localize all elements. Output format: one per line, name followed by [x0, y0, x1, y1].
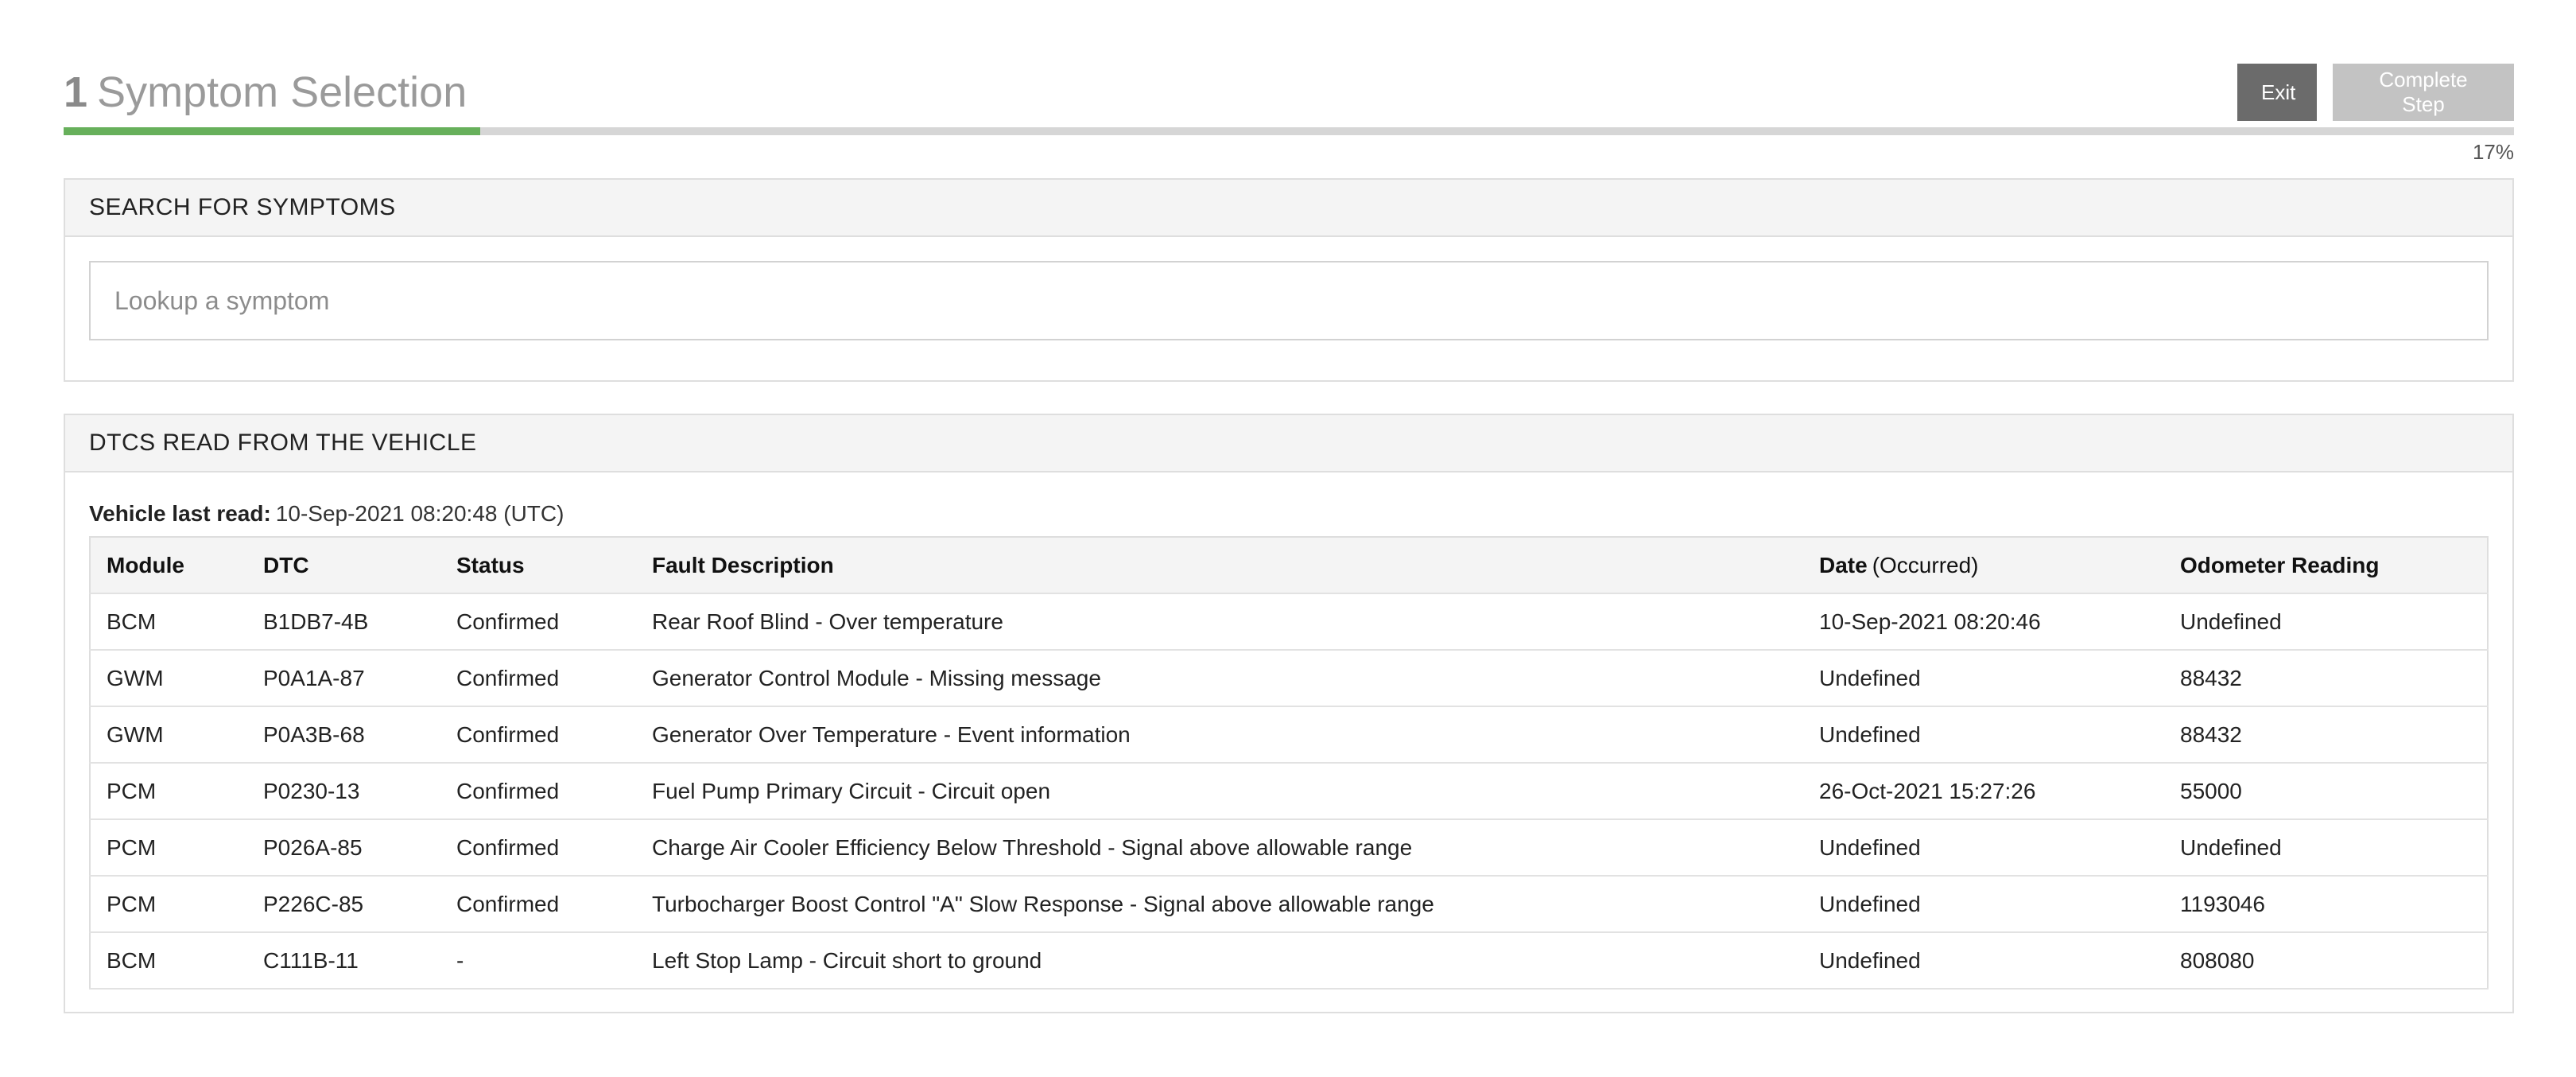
dtc-panel-body	[65, 472, 2512, 990]
cell-fault: Generator Over Temperature - Event information	[636, 706, 1803, 763]
step-number: 1	[64, 68, 88, 116]
step-header	[64, 60, 2514, 124]
page-title	[64, 60, 467, 124]
cell-status: Confirmed	[440, 593, 636, 650]
progress-fill	[64, 127, 480, 135]
progress-bar	[64, 127, 2514, 135]
cell-status: -	[440, 932, 636, 989]
cell-date: Undefined	[1803, 650, 2164, 706]
cell-fault: Generator Control Module - Missing message	[636, 650, 1803, 706]
column-header-date	[1803, 537, 2164, 593]
table-row	[90, 819, 2488, 876]
cell-fault: Rear Roof Blind - Over temperature	[636, 593, 1803, 650]
vehicle-last-read	[89, 496, 2489, 531]
column-header-module: Module	[90, 537, 247, 593]
cell-status: Confirmed	[440, 876, 636, 932]
column-header-status: Status	[440, 537, 636, 593]
cell-module: GWM	[90, 650, 247, 706]
cell-dtc: P0A1A-87	[247, 650, 440, 706]
cell-status: Confirmed	[440, 650, 636, 706]
exit-button[interactable]: Exit	[2237, 64, 2317, 121]
cell-fault: Fuel Pump Primary Circuit - Circuit open	[636, 763, 1803, 819]
column-header-fault-description: Fault Description	[636, 537, 1803, 593]
cell-dtc: P0230-13	[247, 763, 440, 819]
cell-status: Confirmed	[440, 819, 636, 876]
step-title-text: Symptom Selection	[97, 68, 467, 116]
cell-odometer: Undefined	[2164, 593, 2488, 650]
cell-date: 26-Oct-2021 15:27:26	[1803, 763, 2164, 819]
progress-percent: 17%	[2472, 140, 2514, 164]
cell-fault: Charge Air Cooler Efficiency Below Threshold - Signal above allowable range	[636, 819, 1803, 876]
column-header-dtc: DTC	[247, 537, 440, 593]
column-header-odometer: Odometer Reading	[2164, 537, 2488, 593]
cell-module: PCM	[90, 819, 247, 876]
cell-dtc: B1DB7-4B	[247, 593, 440, 650]
last-read-label: Vehicle last read:	[89, 501, 271, 526]
table-header-row	[90, 537, 2488, 593]
header-actions	[2237, 64, 2514, 121]
cell-status: Confirmed	[440, 763, 636, 819]
cell-status: Confirmed	[440, 706, 636, 763]
search-panel-body	[65, 237, 2512, 364]
cell-fault: Left Stop Lamp - Circuit short to ground	[636, 932, 1803, 989]
symptom-search-input[interactable]	[89, 261, 2489, 340]
cell-odometer: 88432	[2164, 706, 2488, 763]
cell-dtc: P0A3B-68	[247, 706, 440, 763]
column-header-date-sub: (Occurred)	[1872, 552, 1979, 577]
cell-module: PCM	[90, 763, 247, 819]
dtc-panel-heading: DTCS READ FROM THE VEHICLE	[65, 415, 2512, 472]
cell-odometer: 55000	[2164, 763, 2488, 819]
cell-date: Undefined	[1803, 706, 2164, 763]
cell-odometer: 1193046	[2164, 876, 2488, 932]
cell-dtc: C111B-11	[247, 932, 440, 989]
cell-module: GWM	[90, 706, 247, 763]
cell-odometer: 808080	[2164, 932, 2488, 989]
table-row	[90, 932, 2488, 989]
dtc-panel	[64, 414, 2514, 1013]
dtc-table	[89, 536, 2489, 990]
cell-date: 10-Sep-2021 08:20:46	[1803, 593, 2164, 650]
dtc-table-body	[90, 593, 2488, 989]
symptom-search-panel	[64, 178, 2514, 382]
cell-date: Undefined	[1803, 932, 2164, 989]
cell-module: BCM	[90, 932, 247, 989]
cell-module: BCM	[90, 593, 247, 650]
cell-dtc: P226C-85	[247, 876, 440, 932]
search-panel-heading: SEARCH FOR SYMPTOMS	[65, 180, 2512, 237]
cell-date: Undefined	[1803, 876, 2164, 932]
table-row	[90, 650, 2488, 706]
cell-module: PCM	[90, 876, 247, 932]
table-row	[90, 593, 2488, 650]
cell-fault: Turbocharger Boost Control "A" Slow Response - Signal above allowable range	[636, 876, 1803, 932]
last-read-value: 10-Sep-2021 08:20:48 (UTC)	[275, 501, 564, 526]
table-row	[90, 763, 2488, 819]
dtc-table-header	[90, 537, 2488, 593]
table-row	[90, 706, 2488, 763]
table-row	[90, 876, 2488, 932]
column-header-date-label: Date	[1819, 552, 1868, 577]
cell-odometer: 88432	[2164, 650, 2488, 706]
cell-date: Undefined	[1803, 819, 2164, 876]
cell-dtc: P026A-85	[247, 819, 440, 876]
complete-step-button[interactable]: Complete Step	[2333, 64, 2514, 121]
cell-odometer: Undefined	[2164, 819, 2488, 876]
